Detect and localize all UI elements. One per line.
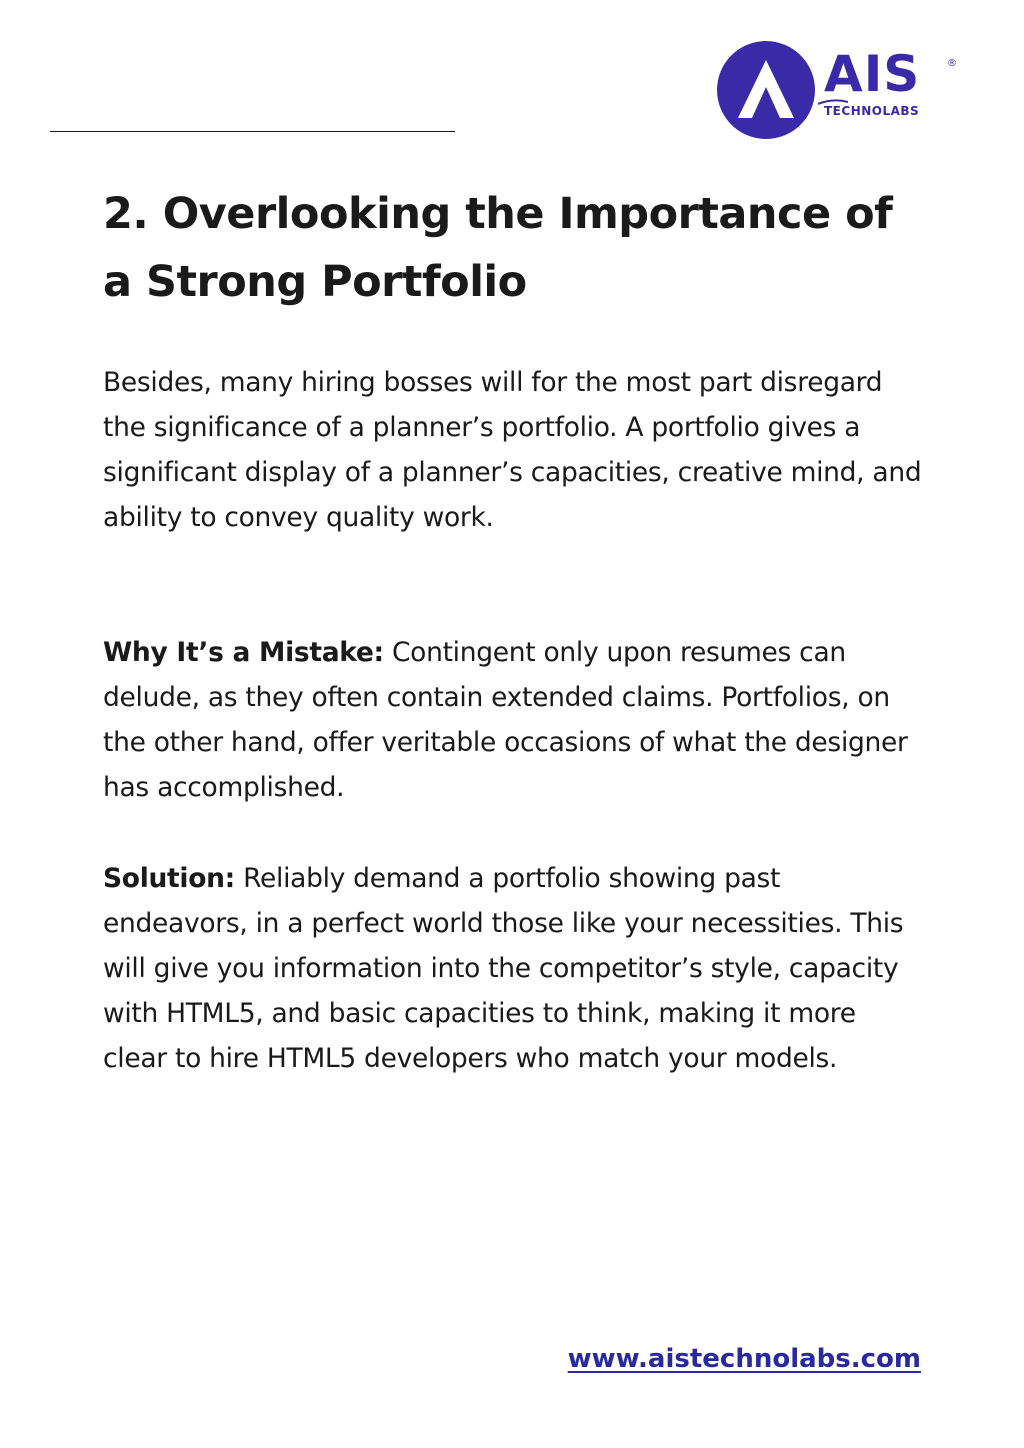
solution-label: Solution: xyxy=(103,863,235,894)
solution-paragraph xyxy=(103,856,923,1081)
mistake-label: Why It’s a Mistake: xyxy=(103,637,384,668)
ais-technolabs-logo xyxy=(716,40,966,140)
mistake-text: Contingent only upon resumes can delude, as they often contain extended claims. Portfolios, on the other hand, offer veritable occasions of what the designer has accomplished. xyxy=(103,637,908,803)
logo-wordmark: AIS xyxy=(824,45,921,103)
logo-subtitle: TECHNOLABS xyxy=(824,104,920,118)
registered-mark: ® xyxy=(947,58,957,69)
website-link[interactable]: www.aistechnolabs.com xyxy=(567,1344,921,1374)
page-title: 2. Overlooking the Importance of a Strong Portfolio xyxy=(103,189,893,307)
ais-a-logo-icon xyxy=(716,40,816,140)
solution-text: Reliably demand a portfolio showing past endeavors, in a perfect world those like your necessities. This will give you information into the competitor’s style, capacity with HTML5, and basic capacities to think, making it more clear to hire HTML5 developers who match your models. xyxy=(103,863,904,1074)
intro-paragraph: Besides, many hiring bosses will for the most part disregard the significance of a planner’s portfolio. A portfolio gives a significant display of a planner’s capacities, creative mind, and ability to convey quality work. xyxy=(103,367,922,533)
mistake-paragraph xyxy=(103,630,923,810)
top-divider xyxy=(50,131,455,132)
